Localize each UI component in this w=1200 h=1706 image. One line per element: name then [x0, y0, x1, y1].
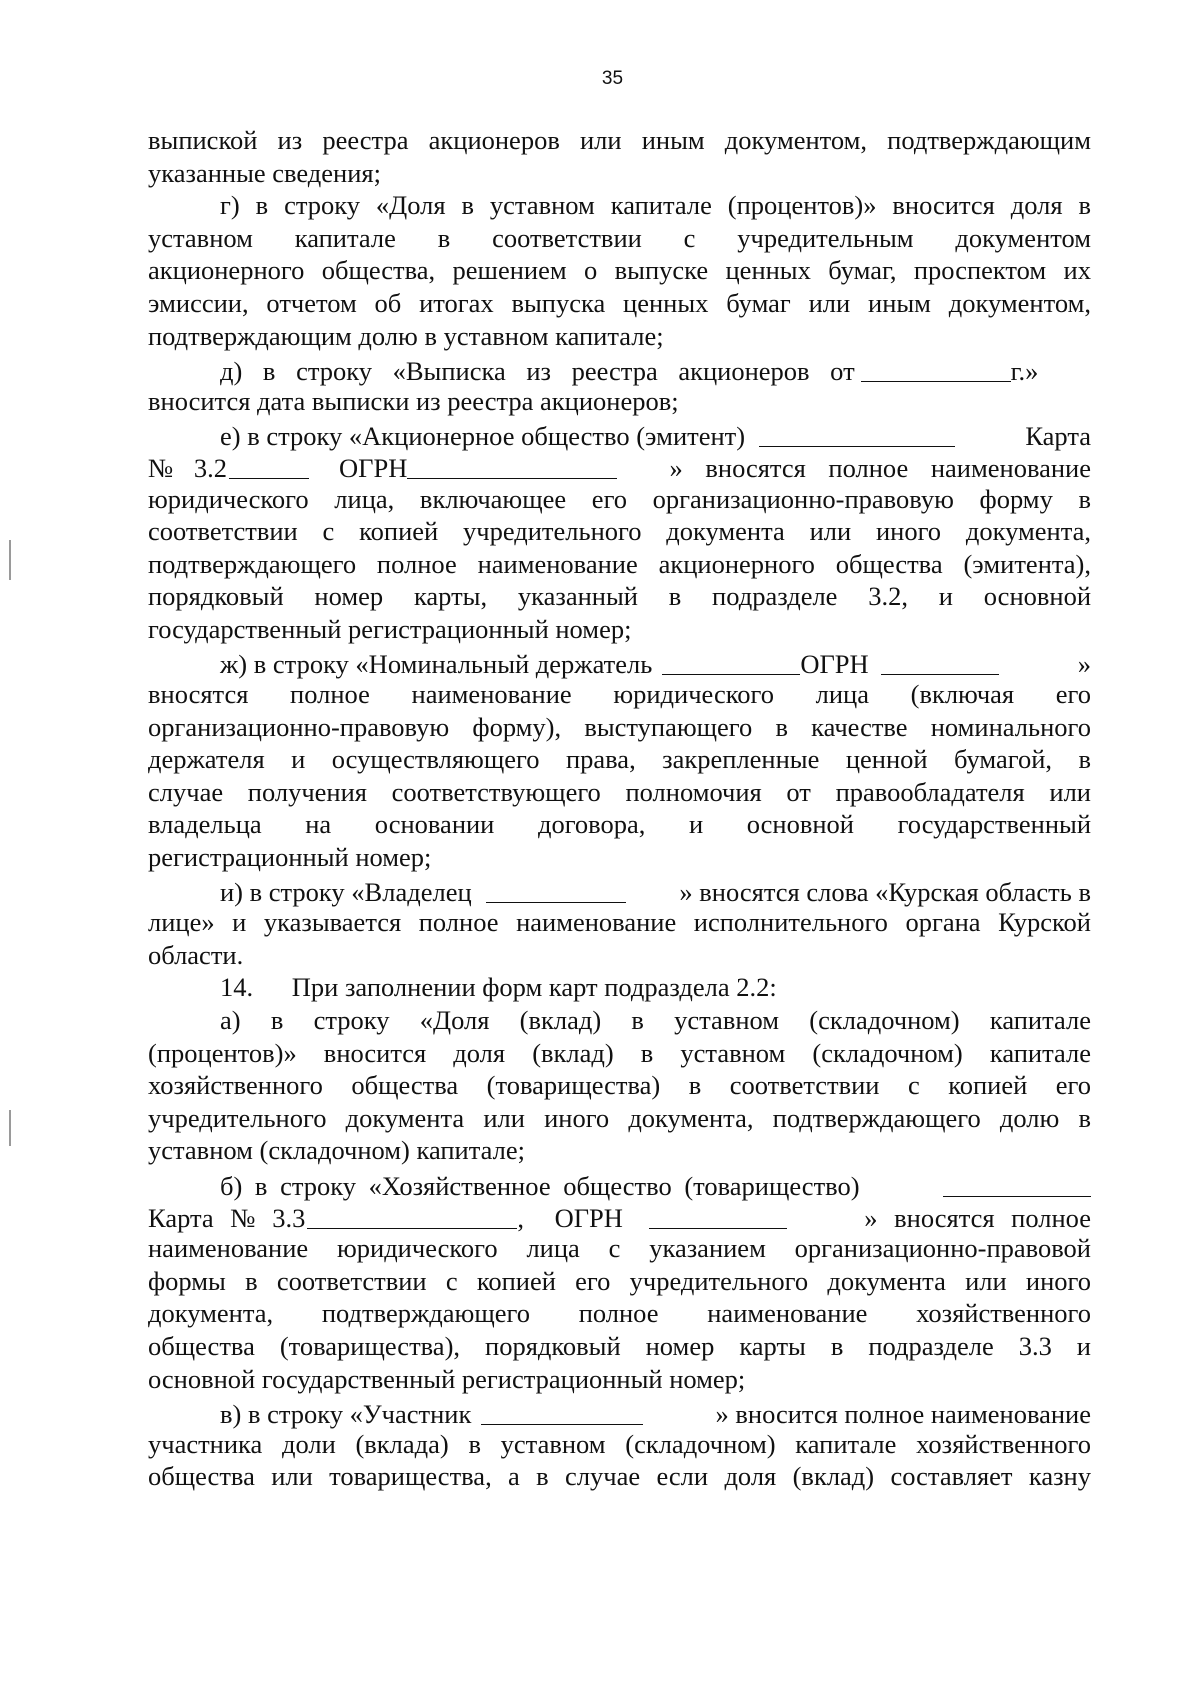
text-line: а) в строку «Доля (вклад) в уставном (складочном) капитале: [220, 1005, 1091, 1036]
line-segment: № 3.2: [148, 453, 228, 484]
text-line: эмиссии, отчетом об итогах выпуска ценных бумаг или иным документом,: [148, 287, 1091, 318]
text-line: г) в строку «Доля в уставном капитале (процентов)» вносится доля в: [220, 190, 1091, 221]
text-line: случае получения соответствующего полномочия от правообладателя или: [148, 776, 1091, 807]
document-body: [148, 124, 1091, 1493]
text-line: [148, 646, 1091, 679]
text-line: [148, 450, 1091, 483]
fill-in-blank: [861, 354, 1011, 382]
line-segment: и) в строку «Владелец: [220, 877, 472, 908]
text-line: [148, 1395, 1091, 1428]
text-line: [148, 352, 1091, 385]
line-segment: » вносятся полное наименование: [669, 453, 1091, 484]
text-line: уставном (складочном) капитале;: [148, 1135, 525, 1166]
text-line: подтверждающим долю в уставном капитале;: [148, 320, 664, 351]
section-heading: При заполнении форм карт подраздела 2.2:: [291, 972, 777, 1003]
line-segment: Карта: [1025, 420, 1091, 451]
line-segment: , ОГРН: [517, 1203, 623, 1234]
text-line: указанные сведения;: [148, 157, 381, 188]
text-line: соответствии с копией учредительного документа или иного документа,: [148, 516, 1091, 547]
text-line: наименование юридического лица с указанием организационно-правовой: [148, 1233, 1091, 1264]
line-segment: г.»: [1010, 355, 1039, 386]
text-line: области.: [148, 939, 244, 970]
text-line: участника доли (вклада) в уставном (складочном) капитале хозяйственного: [148, 1428, 1091, 1459]
line-segment: в) в строку «Участник: [220, 1398, 472, 1429]
fill-in-blank: [881, 648, 999, 676]
text-line: государственный регистрационный номер;: [148, 613, 632, 644]
line-segment: ж) в строку «Номинальный держатель: [220, 649, 653, 679]
text-line: акционерного общества, решением о выпуске ценных бумаг, проспектом их: [148, 255, 1091, 286]
text-line: [148, 874, 1091, 907]
line-segment: д) в строку «Выписка из реестра акционеров от: [220, 355, 855, 386]
text-line: [148, 417, 1091, 450]
fill-in-blank: [481, 1397, 643, 1425]
text-line: документа, подтверждающего полное наименование хозяйственного: [148, 1298, 1091, 1329]
line-segment: » вносятся полное: [864, 1203, 1091, 1234]
text-line: организационно-правовую форму), выступающего в качестве номинального: [148, 711, 1091, 742]
text-line: (процентов)» вносится доля (вклад) в уставном (складочном) капитале: [148, 1037, 1091, 1068]
line-segment: Карта № 3.3: [148, 1203, 306, 1234]
text-line: юридического лица, включающее его организационно-правовую форму в: [148, 483, 1091, 514]
text-line: подтверждающего полное наименование акционерного общества (эмитента),: [148, 548, 1091, 579]
fill-in-blank: [307, 1202, 517, 1230]
text-line: хозяйственного общества (товарищества) в соответствии с копией его: [148, 1070, 1091, 1101]
text-line: регистрационный номер;: [148, 842, 432, 873]
line-segment: ОГРН: [800, 649, 869, 679]
fill-in-blank: [486, 876, 626, 904]
text-line: лице» и указывается полное наименование исполнительного органа Курской: [148, 907, 1091, 938]
text-line: порядковый номер карты, указанный в подразделе 3.2, и основной: [148, 581, 1091, 612]
fill-in-blank: [407, 452, 617, 480]
page-number: 35: [601, 68, 624, 89]
scan-edge-mark: [9, 1110, 11, 1146]
line-segment: ОГРН: [339, 453, 408, 484]
fill-in-blank: [943, 1169, 1091, 1197]
fill-in-blank: [662, 648, 800, 676]
line-segment: б) в строку «Хозяйственное общество (товарищество): [220, 1170, 860, 1201]
text-line: вносится дата выписки из реестра акционеров;: [148, 385, 679, 416]
section-number: 14.: [220, 972, 254, 1003]
text-line: владельца на основании договора, и основной государственный: [148, 809, 1091, 840]
fill-in-blank: [649, 1202, 787, 1230]
line-segment: »: [1077, 649, 1091, 679]
fill-in-blank: [759, 419, 955, 447]
text-line: общества или товарищества, а в случае если доля (вклад) составляет казну: [148, 1461, 1091, 1492]
text-line: уставном капитале в соответствии с учредительным документом: [148, 222, 1091, 253]
text-line: [148, 971, 1091, 1004]
text-line: формы в соответствии с копией его учредительного документа или иного: [148, 1265, 1091, 1296]
text-line: основной государственный регистрационный номер;: [148, 1363, 746, 1394]
text-line: выпиской из реестра акционеров или иным документом, подтверждающим: [148, 125, 1091, 155]
text-line: [148, 1167, 1091, 1200]
text-line: вносятся полное наименование юридического лица (включая его: [148, 679, 1091, 710]
text-line: общества (товарищества), порядковый номер карты в подразделе 3.3 и: [148, 1330, 1091, 1361]
line-segment: » вносится полное наименование: [715, 1398, 1091, 1429]
text-line: держателя и осуществляющего права, закрепленные ценной бумагой, в: [148, 744, 1091, 775]
line-segment: » вносятся слова «Курская область в: [679, 877, 1091, 908]
text-line: учредительного документа или иного документа, подтверждающего долю в: [148, 1102, 1091, 1133]
line-segment: е) в строку «Акционерное общество (эмитент): [220, 420, 746, 451]
scan-edge-mark: [9, 540, 11, 580]
text-line: [148, 1200, 1091, 1233]
fill-in-blank: [229, 452, 309, 480]
